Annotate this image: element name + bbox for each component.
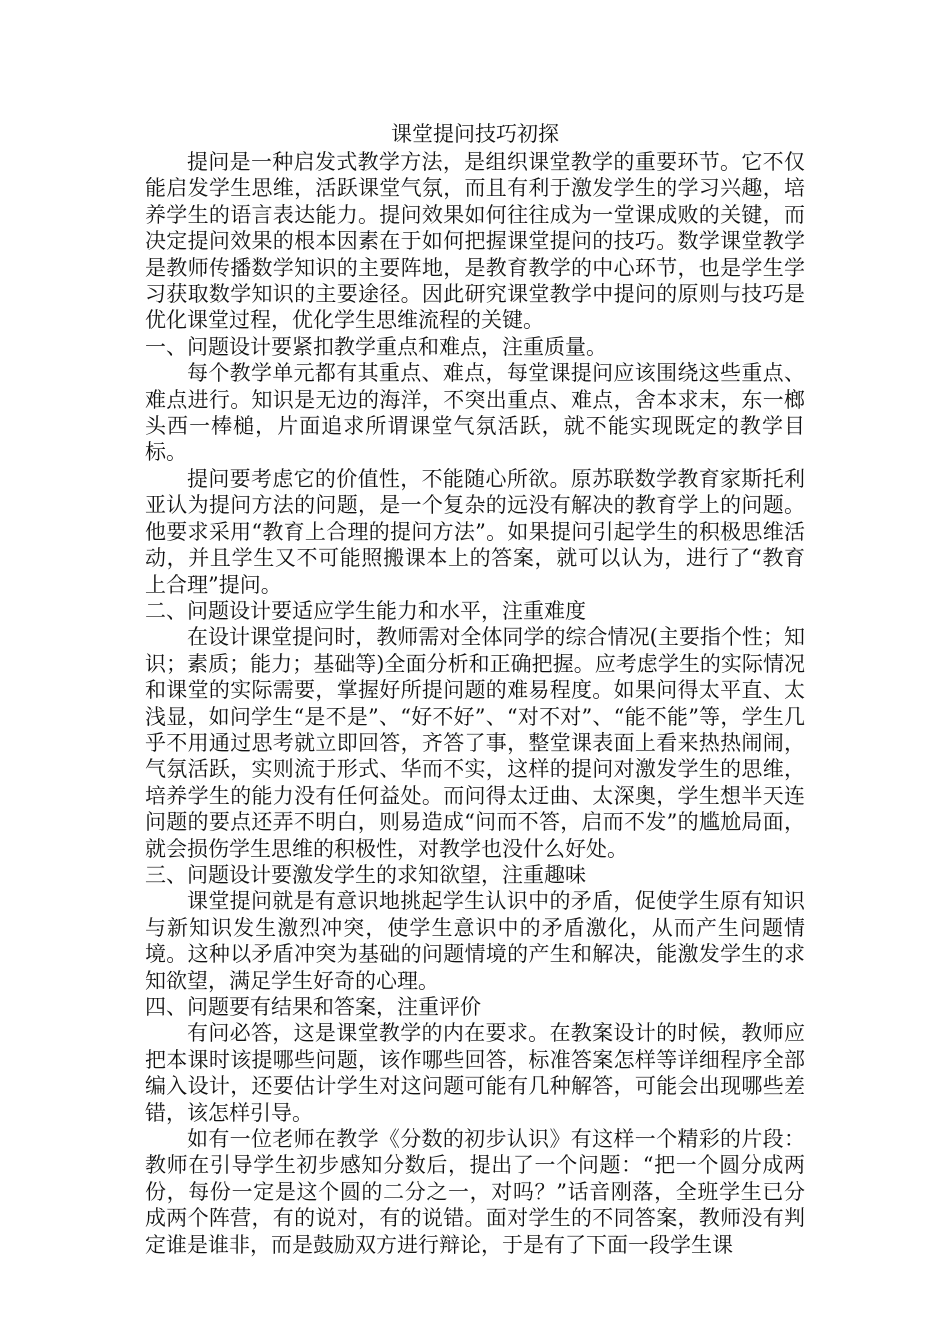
paragraph: 课堂提问就是有意识地挑起学生认识中的矛盾，促使学生原有知识与新知识发生激烈冲突，使学生意识中的矛盾激化，从而产生问题情境。这种以矛盾冲突为基础的问题情境的产生和解决，能激发学生的求知欲望，满足学生好奇的心理。	[145, 889, 805, 993]
document-body	[145, 149, 805, 1258]
paragraph: 每个教学单元都有其重点、难点，每堂课提问应该围绕这些重点、难点进行。知识是无边的海洋，不突出重点、难点，舍本求末，东一榔头西一棒槌，片面追求所谓课堂气氛活跃，就不能实现既定的教学目标。	[145, 361, 805, 465]
paragraph: 如有一位老师在教学《分数的初步认识》有这样一个精彩的片段：教师在引导学生初步感知分数后，提出了一个问题：“把一个圆分成两份，每份一定是这个圆的二分之一，对吗？”话音刚落，全班学生已分成两个阵营，有的说对，有的说错。面对学生的不同答案，教师没有判定谁是谁非，而是鼓励双方进行辩论，于是有了下面一段学生课	[145, 1127, 805, 1257]
section-heading: 四、问题要有结果和答案，注重评价	[145, 995, 481, 1019]
section-heading: 三、问题设计要激发学生的求知欲望，注重趣味	[145, 862, 586, 887]
paragraph: 在设计课堂提问时，教师需对全体同学的综合情况(主要指个性；知识；素质；能力；基础等)全面分析和正确把握。应考虑学生的实际情况和课堂的实际需要，掌握好所提问题的难易程度。如果问得太平直、太浅显，如问学生“是不是”、“好不好”、“对不对”、“能不能”等，学生几乎不用通过思考就立即回答，齐答了事，整堂课表面上看来热热闹闹，气氛活跃，实则流于形式、华而不实，这样的提问对激发学生的思维，培养学生的能力没有任何益处。而问得太迂曲、太深奥，学生想半天连问题的要点还弄不明白，则易造成“问而不答，启而不发”的尴尬局面，就会损伤学生思维的积极性，对教学也没什么好处。	[145, 625, 805, 861]
paragraph: 提问要考虑它的价值性，不能随心所欲。原苏联数学教育家斯托利亚认为提问方法的问题，是一个复杂的远没有解决的教育学上的问题。他要求采用“教育上合理的提问方法”。如果提问引起学生的积极思维活动，并且学生又不可能照搬课本上的答案，就可以认为，进行了“教育上合理”提问。	[145, 466, 805, 597]
section-heading: 二、问题设计要适应学生能力和水平，注重难度	[145, 598, 586, 623]
paragraph: 有问必答，这是课堂教学的内在要求。在教案设计的时候，教师应把本课时该提哪些问题，该作哪些回答，标准答案怎样等详细程序全部编入设计，还要估计学生对这问题可能有几种解答，可能会出现哪些差错，该怎样引导。	[145, 1021, 805, 1125]
section-heading: 一、问题设计要紧扣教学重点和难点，注重质量。	[145, 334, 607, 359]
document-page	[145, 119, 805, 1258]
paragraph: 提问是一种启发式教学方法，是组织课堂教学的重要环节。它不仅能启发学生思维，活跃课堂气氛，而且有利于激发学生的学习兴趣，培养学生的语言表达能力。提问效果如何往往成为一堂课成败的关键，而决定提问效果的根本因素在于如何把握课堂提问的技巧。数学课堂教学是教师传播数学知识的主要阵地，是教育教学的中心环节，也是学生学习获取数学知识的主要途径。因此研究课堂教学中提问的原则与技巧是优化课堂过程，优化学生思维流程的关键。	[145, 150, 805, 333]
document-title: 课堂提问技巧初探	[391, 122, 559, 146]
